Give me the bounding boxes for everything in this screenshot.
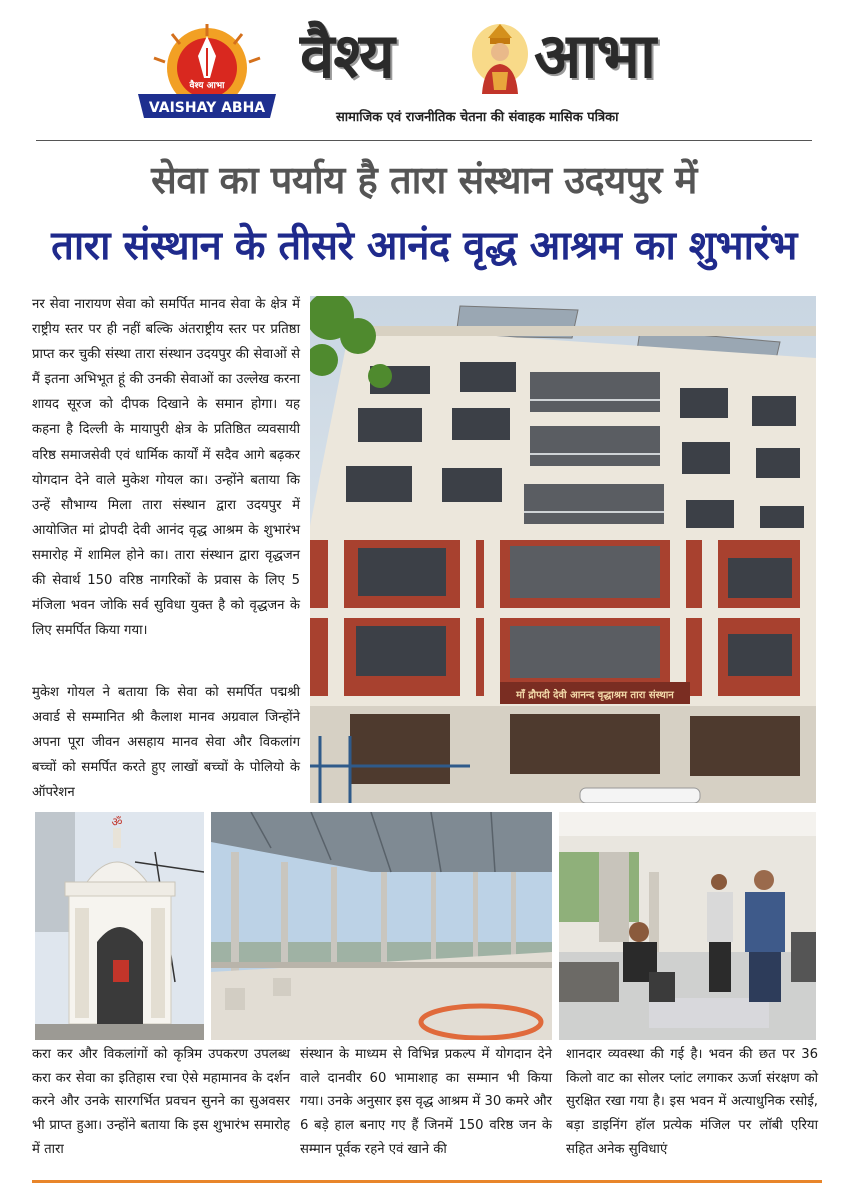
headline-secondary: तारा संस्थान के तीसरे आनंद वृद्ध आश्रम का शुभारंभ: [51, 223, 797, 269]
rooftop-solar-photo: [211, 812, 552, 1040]
article-column-1: करा कर और विकलांगों को कृत्रिम उपकरण उपलब्ध करा कर सेवा का इतिहास रचा ऐसे महामानव के दर्शन करने और उनके सारगर्भित प्रवचन सुनने का सुअवसर भी प्राप्त हुआ। उन्होंने बताया कि इस शुभारंभ समारोह में तारा: [32, 1047, 290, 1157]
article-column-3: शानदार व्यवस्था की गई है। भवन की छत पर 36 किलो वाट का सोलर प्लांट लगाकर ऊर्जा संरक्षण को सुरक्षित रखा गया है। इस भवन में अत्याधुनिक रसोई, बड़ा डाइनिंग हॉल प्रत्येक मंजिल पर लॉबी एरिया सहित अनेक सुविधाएं: [566, 1047, 818, 1157]
bottom-accent-rule: [32, 1180, 822, 1183]
magazine-logo: [132, 22, 282, 122]
top-divider: [36, 140, 812, 141]
article-paragraph-2: मुकेश गोयल ने बताया कि सेवा को समर्पित पद्मश्री अवार्ड से सम्मानित श्री कैलाश मानव अग्रवाल जिन्होंने अपना पूरा जीवन असहाय मानव सेवा और विकलांग बच्चों को समर्पित करते हुए लाखों बच्चों के पोलियो के ऑपरेशन: [32, 685, 300, 801]
building-sign-text: माँ द्रौपदी देवी आनन्द वृद्धाश्रम तारा संस्थान: [516, 690, 674, 701]
om-symbol-icon: ॐ: [111, 815, 123, 829]
title-part-1: वैश्य: [300, 19, 394, 92]
hall-people-photo: [559, 812, 816, 1040]
tagline: सामाजिक एवं राजनीतिक चेतना की संवाहक मासिक पत्रिका: [336, 110, 619, 125]
logo-small-text: वैश्य आभा: [189, 81, 225, 91]
article-paragraph-1: नर सेवा नारायण सेवा को समर्पित मानव सेवा के क्षेत्र में राष्ट्रीय स्तर पर ही नहीं बल्कि अंतराष्ट्रीय स्तर पर प्रतिष्ठा प्राप्त कर चुकी संस्था तारा संस्थान उदयपुर की सेवाओं से मैं इतना अभिभूत हूं की उनकी सेवाओं का उल्लेख करना शायद सूरज को दीपक दिखाने के समान होगा। यह कहना है दिल्ली के मायापुरी क्षेत्र के प्रतिष्ठित व्यवसायी वरिष्ठ समाजसेवी एवं धार्मिक कार्यों में सदैव आगे बढ़कर योगदान देने वाले मुकेश गोयल का। उन्होंने बताया कि उन्हें सौभाग्य मिला तारा संस्थान द्वारा उदयपुर में आयोजित मां द्रोपदी देवी आनंद वृद्ध आश्रम के शुभारंभ समारोह में शामिल होने का। तारा संस्थान द्वारा वृद्धजन की सेवार्थ 150 वरिष्ठ नागरिकों के प्रवास के लिए 5 मंजिला भवन जोकि सर्व सुविधा युक्त है को वृद्धजन के लिए समर्पित किया गया।: [32, 297, 300, 639]
logo-banner-text: VAISHAY ABHA: [148, 100, 266, 116]
temple-photo: [35, 812, 204, 1040]
deity-portrait-icon: [470, 20, 530, 94]
masthead-title: [300, 12, 720, 102]
building-photo: [310, 296, 816, 803]
title-part-2: आभा: [534, 19, 656, 92]
headline-primary: सेवा का पर्याय है तारा संस्थान उदयपुर में: [151, 158, 697, 202]
article-column-2: संस्थान के माध्यम से विभिन्न प्रकल्प में योगदान देने वाले दानवीर 60 भामाशाह का सम्मान भी किया गया। उनके अनुसार इस वृद्ध आश्रम में 30 कमरे और 6 बड़े हाल बनाए गए हैं जिनमें 150 वरिष्ठ जन के सम्मान पूर्वक रहने एवं खाने की: [300, 1047, 552, 1157]
